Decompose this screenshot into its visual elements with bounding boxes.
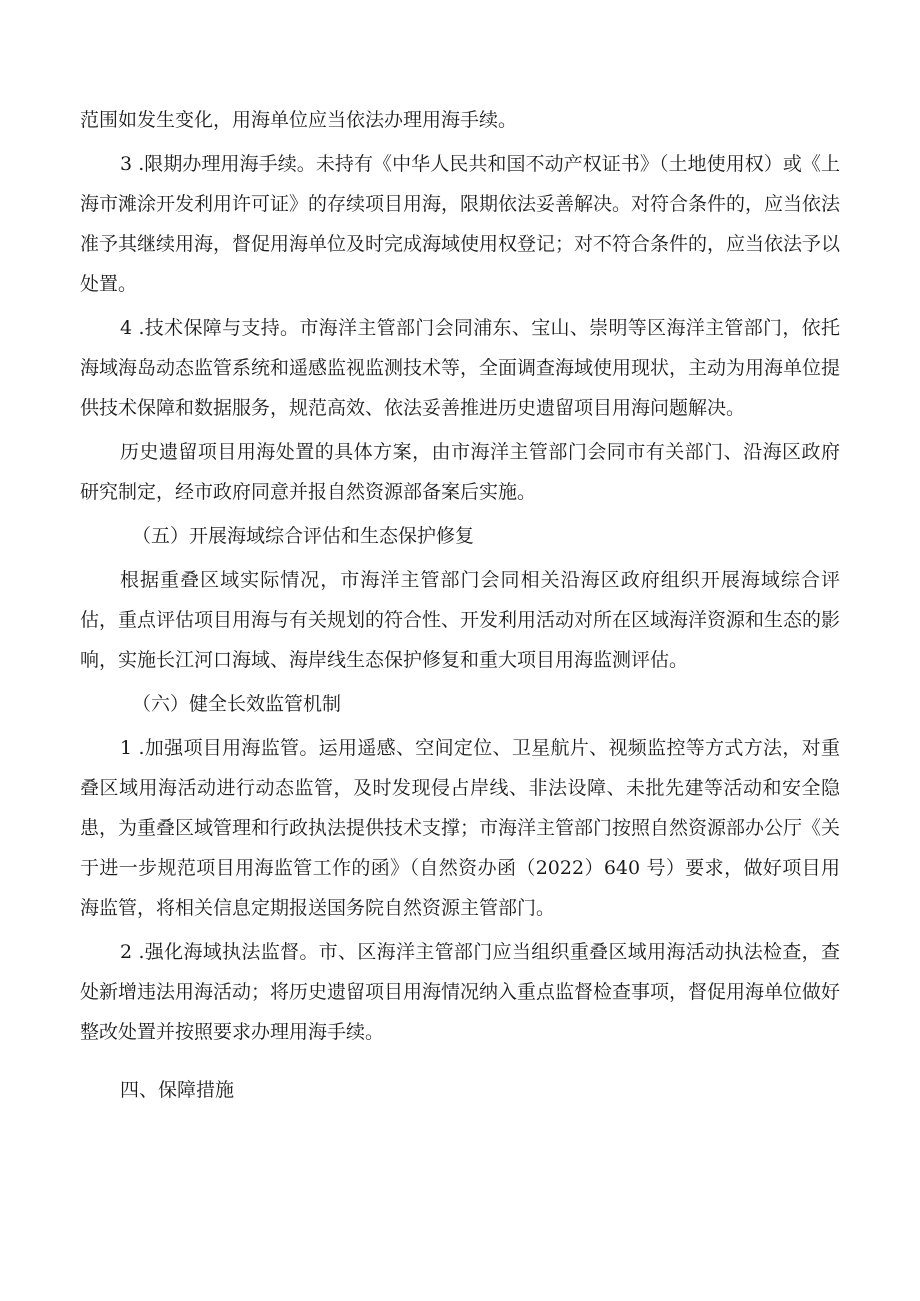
subheading-5-assessment: （五）开展海域综合评估和生态保护修复 [132, 525, 475, 547]
document-page [80, 100, 840, 1110]
paragraph-disposal-plan: 历史遗留项目用海处置的具体方案，由市海洋主管部门会同市有关部门、沿海区政府研究制定，经市政府同意并报自然资源部备案后实施。 [80, 441, 840, 503]
subheading-6-supervision: （六）健全长效监管机制 [132, 693, 342, 715]
paragraph-item-2-enforcement: 2 .强化海域执法监督。市、区海洋主管部门应当组织重叠区域用海活动执法检查，查处新增违法用海活动；将历史遗留项目用海情况纳入重点监督检查事项，督促用海单位做好整改处置并按照要求办理用海手续。 [80, 941, 841, 1043]
spacer [80, 1052, 840, 1070]
paragraph-item-3-deadline: 3 .限期办理用海手续。未持有《中华人民共和国不动产权证书》（土地使用权）或《上海市滩涂开发利用许可证》的存续项目用海，限期依法妥善解决。对符合条件的，应当依法准予其继续用海，督促用海单位及时完成海域使用权登记；对不符合条件的，应当依法予以处置。 [80, 153, 841, 295]
paragraph-assessment: 根据重叠区域实际情况，市海洋主管部门会同相关沿海区政府组织开展海域综合评估，重点评估项目用海与有关规划的符合性、开发利用活动对所在区域海洋资源和生态的影响，实施长江河口海域、海岸线生态保护修复和重大项目用海监测评估。 [80, 569, 841, 671]
section-heading-4-safeguards: 四、保障措施 [120, 1079, 235, 1101]
paragraph-scope-change: 范围如发生变化，用海单位应当依法办理用海手续。 [80, 109, 518, 131]
paragraph-item-4-tech-support: 4 .技术保障与支持。市海洋主管部门会同浦东、宝山、崇明等区海洋主管部门，依托海域海岛动态监管系统和遥感监视监测技术等，全面调查海域使用现状，主动为用海单位提供技术保障和数据服务，规范高效、依法妥善推进历史遗留项目用海问题解决。 [80, 317, 841, 419]
paragraph-item-1-monitoring: 1 .加强项目用海监管。运用遥感、空间定位、卫星航片、视频监控等方式方法，对重叠区域用海活动进行动态监管，及时发现侵占岸线、非法设障、未批先建等活动和安全隐患，为重叠区域管理和行政执法提供技术支撑；市海洋主管部门按照自然资源部办公厅《关于进一步规范项目用海监管工作的函》（自然资办函（2022）640 号）要求，做好项目用海监管，将相关信息定期报送国务院自然资源主管部门。 [80, 737, 841, 919]
